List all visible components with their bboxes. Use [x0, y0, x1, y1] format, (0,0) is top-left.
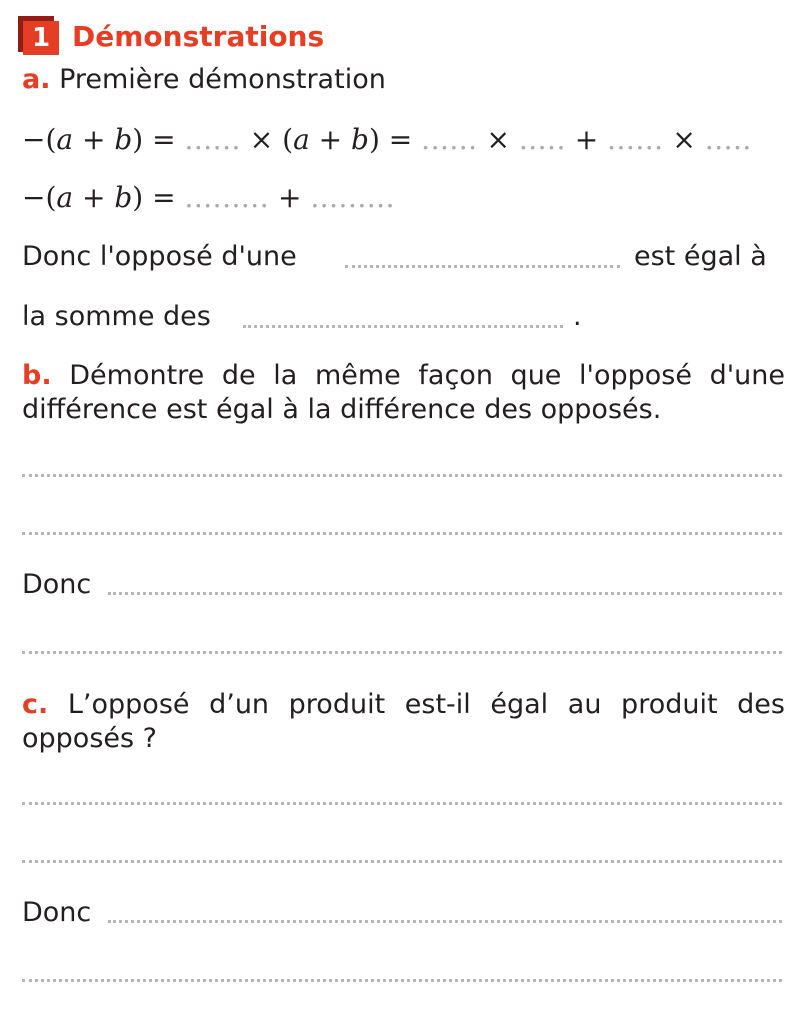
blank[interactable]: ...... [421, 123, 478, 156]
part-a-heading [22, 63, 386, 97]
part-c-text-1: L’opposé d’un produit est-il égal au produit des [67, 689, 785, 720]
eq1-times2: × [477, 123, 519, 156]
part-c-question-line-2: opposés ? [22, 723, 157, 754]
blank[interactable]: ...... [184, 123, 241, 156]
part-b-letter: b. [22, 360, 52, 391]
part-b-question-line-1 [22, 359, 785, 393]
part-b-text-1: Démontre de la même façon que l'opposé d'une [69, 360, 785, 391]
answer-line[interactable] [22, 532, 782, 535]
blank[interactable]: ..... [704, 123, 752, 156]
part-a-letter: a. [22, 64, 51, 95]
eq1-times: × ( [240, 123, 294, 156]
part-c-question-line-1 [22, 688, 785, 722]
eq1-equals2: ) = [368, 123, 422, 156]
answer-line[interactable] [22, 802, 782, 805]
blank[interactable]: ......... [310, 181, 395, 214]
eq1-a2: a [293, 123, 310, 156]
blank[interactable]: ..... [518, 123, 566, 156]
equation-line-2 [22, 181, 395, 215]
exercise-title: Démonstrations [72, 20, 325, 53]
eq1-equals: ) = [132, 123, 185, 156]
answer-line[interactable] [22, 651, 782, 654]
equation-line-1 [22, 123, 752, 157]
answer-blank[interactable] [345, 265, 620, 268]
answer-line[interactable] [22, 474, 782, 477]
conclusion-mid: est égal à [634, 241, 767, 272]
answer-blank[interactable] [243, 325, 563, 328]
conclusion-end: . [573, 301, 582, 332]
eq2-a: a [56, 181, 74, 214]
eq2-equals: ) = [132, 181, 185, 214]
eq1-minus: −( [22, 123, 57, 156]
eq1-b2: b [351, 123, 369, 156]
answer-blank[interactable] [108, 592, 782, 595]
part-b-donc-label: Donc [22, 569, 92, 600]
conclusion-start: Donc l'opposé d'une [22, 241, 297, 272]
eq1-plus2: + [309, 123, 352, 156]
blank[interactable]: ...... [607, 123, 664, 156]
eq2-plus: + [73, 181, 115, 214]
answer-line[interactable] [22, 979, 782, 982]
eq1-plus: + [73, 123, 115, 156]
part-c-letter: c. [22, 689, 49, 720]
eq2-b: b [114, 181, 133, 214]
eq1-times3: × [663, 123, 705, 156]
conclusion-line-2: la somme des [22, 301, 211, 332]
eq2-plus2: + [269, 181, 311, 214]
eq2-minus: −( [22, 181, 57, 214]
part-a-title: Première démonstration [59, 64, 386, 95]
part-c-donc-label: Donc [22, 897, 92, 928]
exercise-number-badge: 1 [23, 21, 59, 55]
eq1-plus3: + [565, 123, 608, 156]
answer-blank[interactable] [108, 920, 782, 923]
part-b-question-line-2: différence est égal à la différence des opposés. [22, 394, 662, 425]
eq1-a: a [56, 123, 74, 156]
answer-line[interactable] [22, 860, 782, 863]
blank[interactable]: ......... [184, 181, 270, 214]
eq1-b: b [114, 123, 133, 156]
